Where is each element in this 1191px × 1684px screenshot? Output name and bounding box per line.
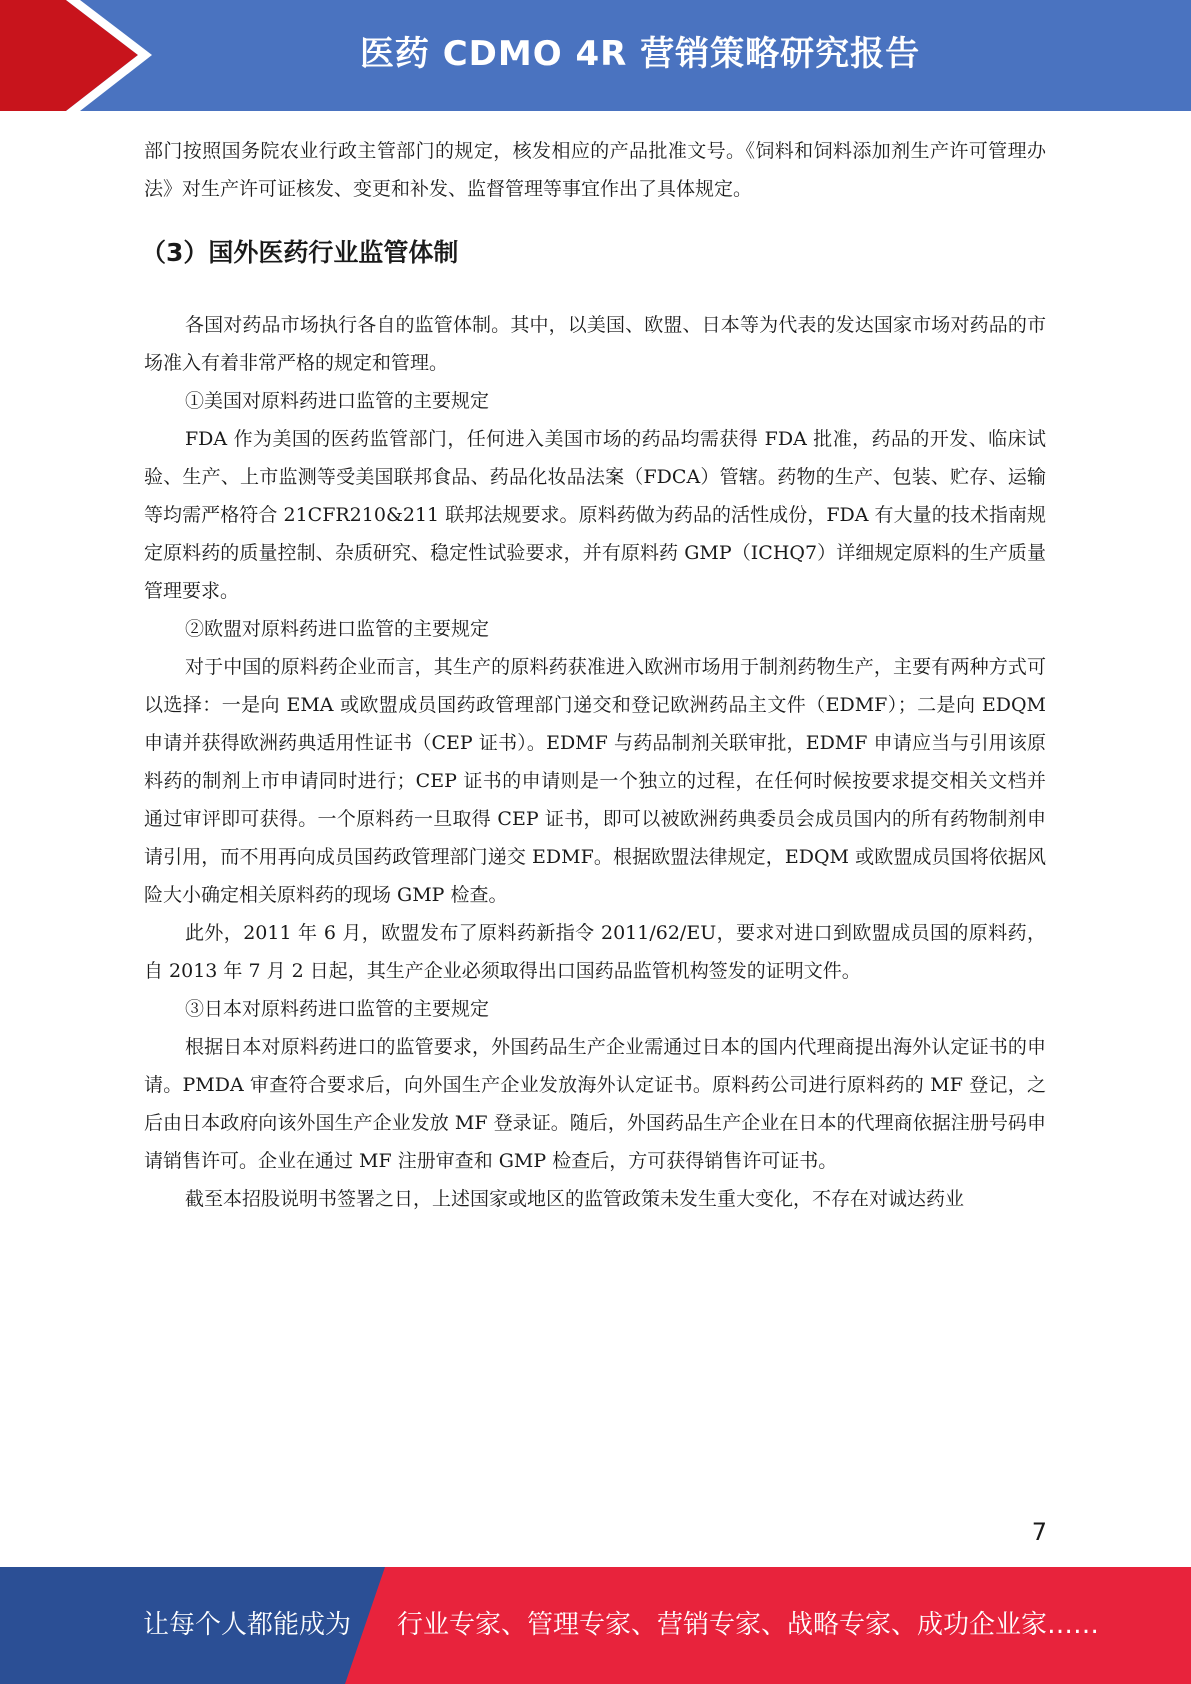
page-footer (0, 1567, 1191, 1684)
document-body (141, 132, 1046, 1218)
page-header (0, 0, 1191, 111)
paragraph-4: 对于中国的原料药企业而言，其生产的原料药获准进入欧洲市场用于制剂药物生产，主要有两种方式可以选择：一是向 EMA 或欧盟成员国药政管理部门递交和登记欧洲药品主文件（EDMF）；二是向 EDQM 申请并获得欧洲药典适用性证书（CEP 证书）。EDMF 与药品制剂关联审批，EDMF 申请应当与引用该原料药的制剂上市申请同时进行；CEP 证书的申请则是一个独立的过程，在任何时候按要求提交相关文档并通过审评即可获得。一个原料药一旦取得 CEP 证书，即可以被欧洲药典委员会成员国内的所有药物制剂申请引用，而不用再向成员国药政管理部门递交 EDMF。根据欧盟法律规定，EDQM 或欧盟成员国将依据风险大小确定相关原料药的现场 GMP 检查。 (144, 656, 1046, 906)
header-red-arrow (0, 0, 138, 111)
paragraph-6: 根据日本对原料药进口的监管要求，外国药品生产企业需通过日本的国内代理商提出海外认定证书的申请。PMDA 审查符合要求后，向外国生产企业发放海外认定证书。原料药公司进行原料药的 MF 登记，之后由日本政府向该外国生产企业发放 MF 登录证。随后，外国药品生产企业在日本的代理商依据注册号码申请销售许可。企业在通过 MF 注册审查和 GMP 检查后，方可获得销售许可证书。 (144, 1036, 1046, 1172)
paragraph-3: FDA 作为美国的医药监管部门，任何进入美国市场的药品均需获得 FDA 批准，药品的开发、临床试验、生产、上市监测等受美国联邦食品、药品化妆品法案（FDCA）管辖。药物的生产、包装、贮存、运输等均需严格符合 21CFR210&211 联邦法规要求。原料药做为药品的活性成份，FDA 有大量的技术指南规定原料药的质量控制、杂质研究、稳定性试验要求，并有原料药 GMP（ICHQ7）详细规定原料的生产质量管理要求。 (144, 428, 1046, 602)
subheading-eu: ②欧盟对原料药进口监管的主要规定 (185, 618, 490, 640)
paragraph-2: 各国对药品市场执行各自的监管体制。其中，以美国、欧盟、日本等为代表的发达国家市场对药品的市场准入有着非常严格的规定和管理。 (144, 314, 1046, 374)
paragraph-7: 截至本招股说明书签署之日，上述国家或地区的监管政策未发生重大变化，不存在对诚达药业 (185, 1188, 965, 1210)
report-title: 医药 CDMO 4R 营销策略研究报告 (359, 34, 921, 74)
section-heading: （3）国外医药行业监管体制 (141, 238, 459, 267)
paragraph-5: 此外，2011 年 6 月，欧盟发布了原料药新指令 2011/62/EU，要求对进口到欧盟成员国的原料药，自 2013 年 7 月 2 日起，其生产企业必须取得出口国药品监管机构签发的证明文件。 (144, 922, 1046, 982)
subheading-usa: ①美国对原料药进口监管的主要规定 (185, 390, 490, 412)
paragraph-1: 部门按照国务院农业行政主管部门的规定，核发相应的产品批准文号。《饲料和饲料添加剂生产许可管理办法》对生产许可证核发、变更和补发、监督管理等事宜作出了具体规定。 (144, 140, 1046, 200)
subheading-japan: ③日本对原料药进口监管的主要规定 (185, 998, 490, 1020)
footer-slogan-right: 行业专家、管理专家、营销专家、战略专家、成功企业家…… (397, 1610, 1100, 1640)
footer-slogan-left: 让每个人都能成为 (143, 1610, 352, 1640)
page-number: 7 (1031, 1518, 1047, 1546)
